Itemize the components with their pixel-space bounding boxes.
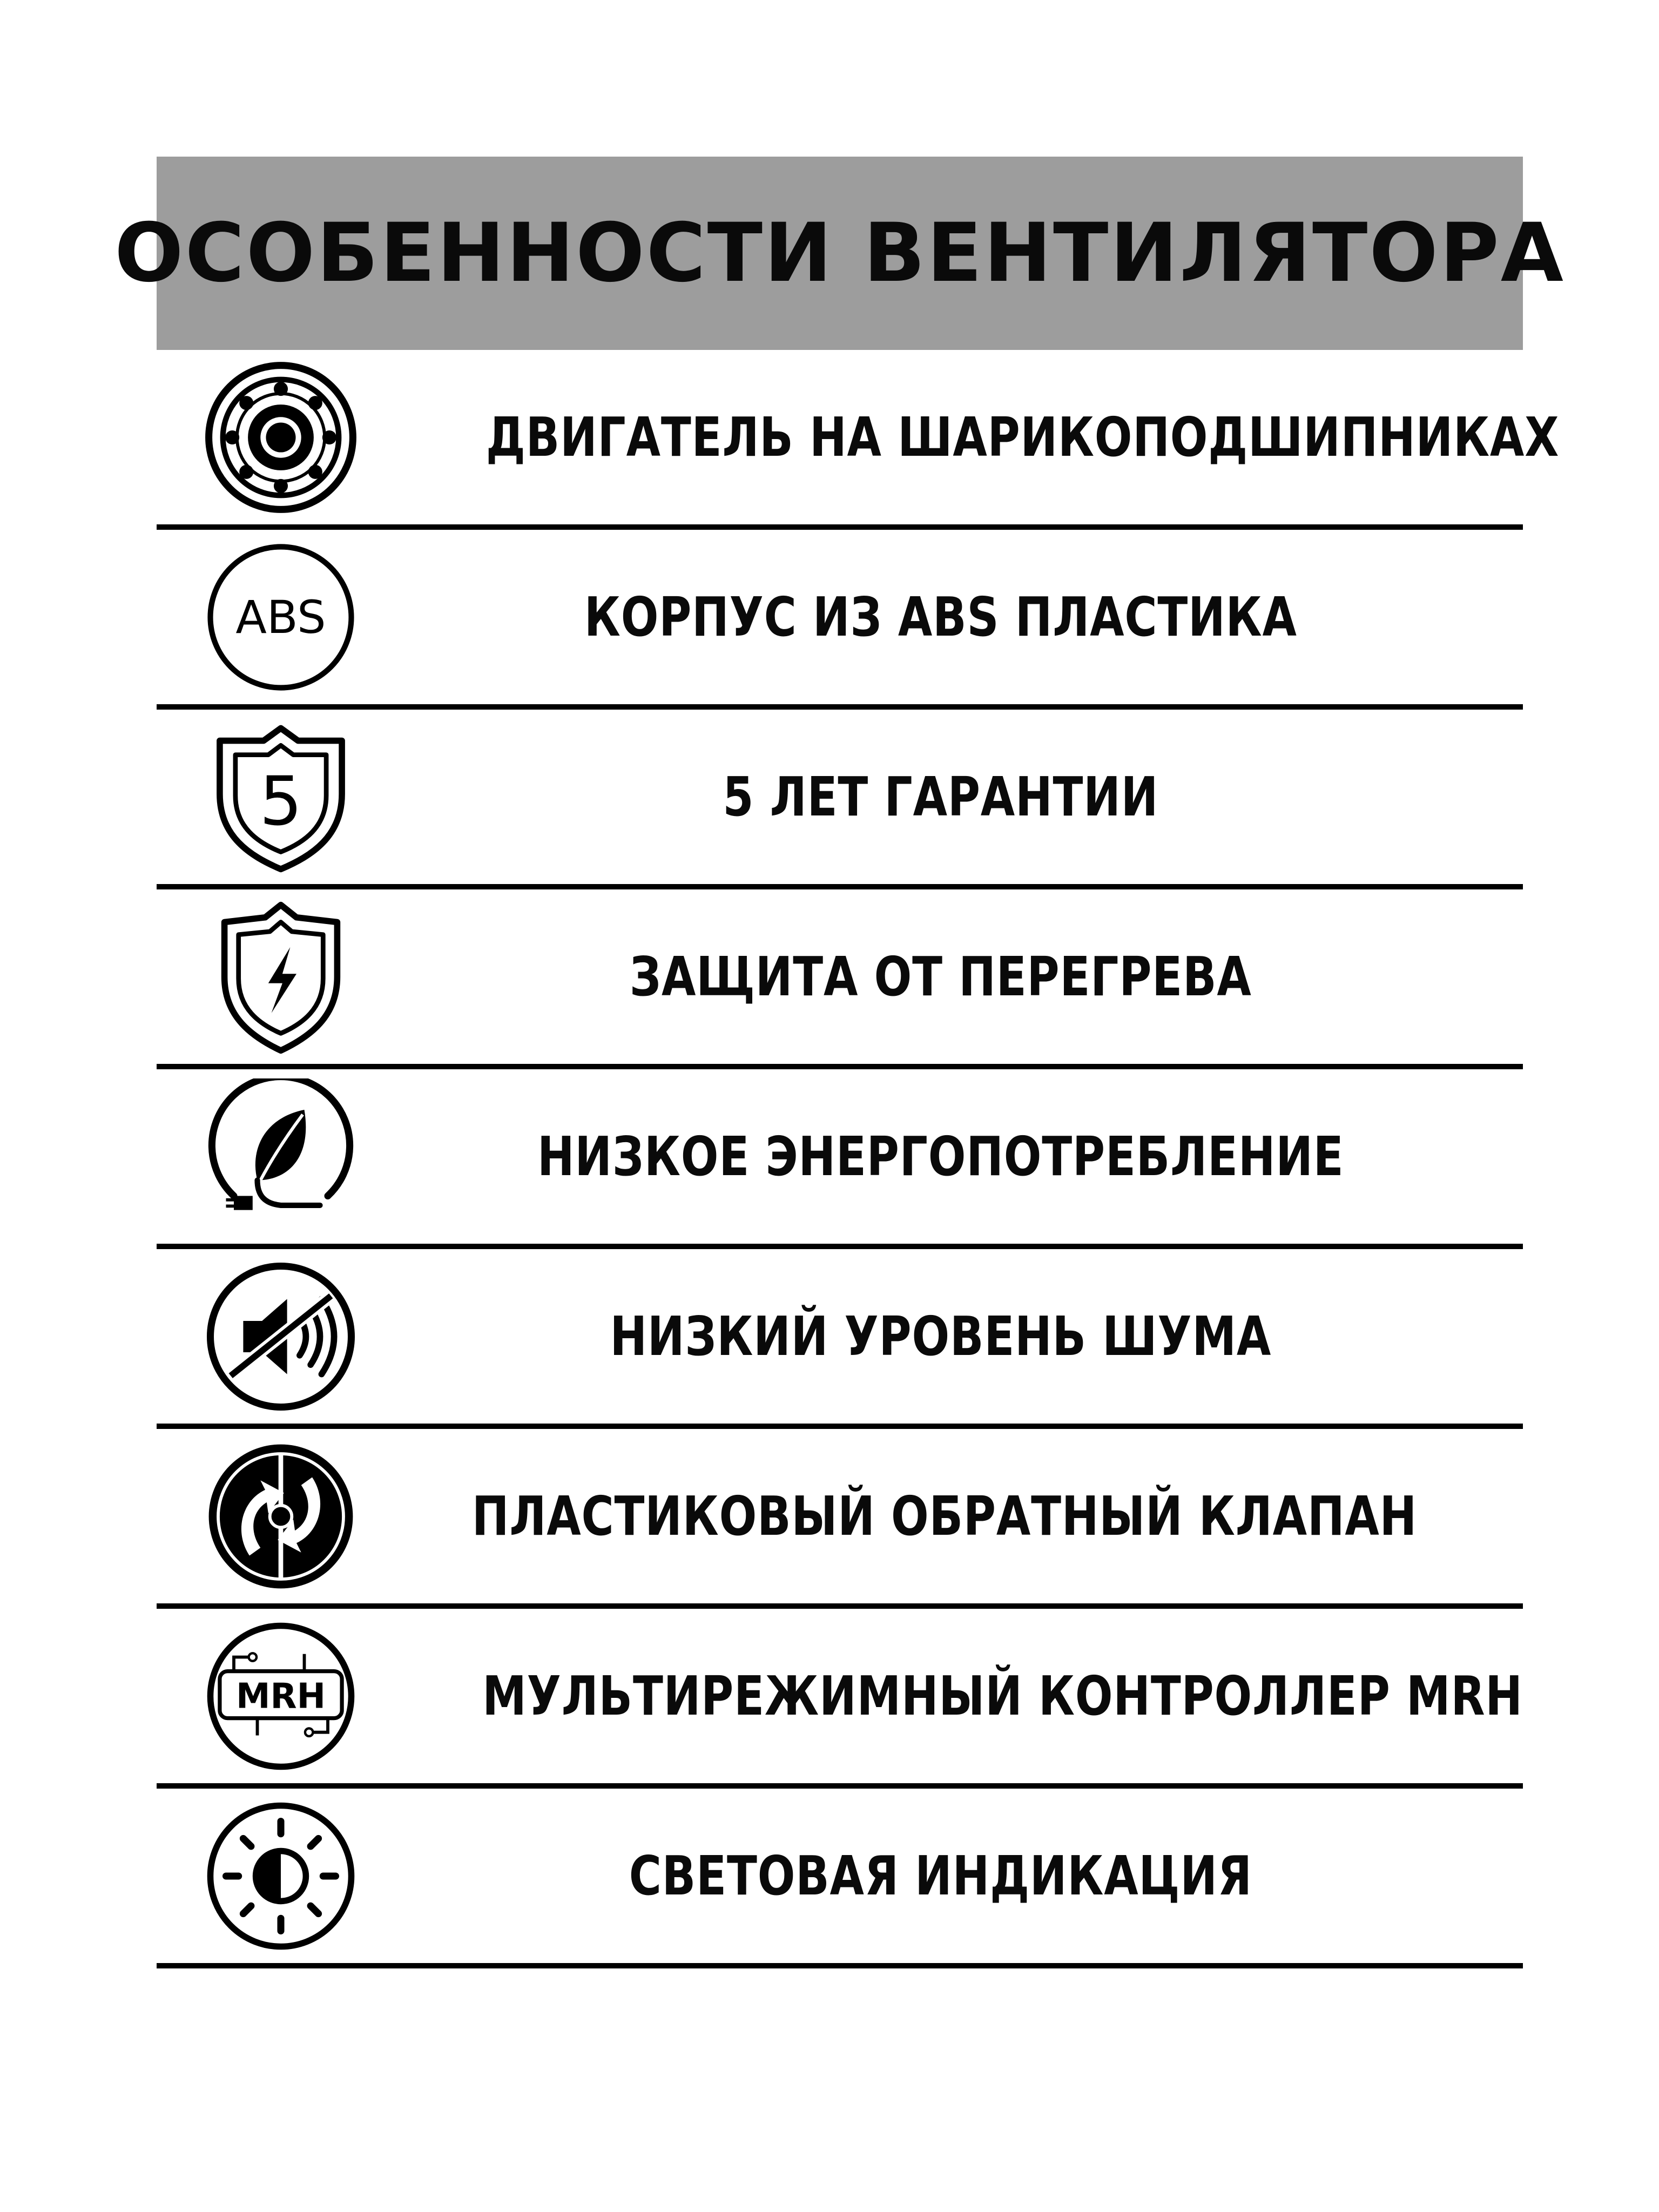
muted-speaker-icon	[194, 1250, 367, 1423]
ball-bearing-icon	[194, 351, 367, 524]
list-item	[157, 1429, 1523, 1609]
feature-label: ПЛАСТИКОВЫЙ ОБРАТНЫЙ КЛАПАН	[471, 1485, 1418, 1548]
feature-label: МУЛЬТИРЕЖИМНЫЙ КОНТРОЛЛЕР MRH	[482, 1664, 1523, 1728]
warranty-shield-icon	[194, 711, 367, 884]
list-item	[157, 1249, 1523, 1429]
list-item	[157, 1069, 1523, 1249]
features-list	[157, 350, 1560, 1968]
warranty-years-text: 5	[259, 762, 302, 841]
overheat-shield-icon	[194, 891, 367, 1063]
check-valve-icon	[194, 1430, 367, 1603]
feature-label: СВЕТОВАЯ ИНДИКАЦИЯ	[629, 1844, 1252, 1907]
list-item	[157, 1609, 1523, 1789]
feature-label: ДВИГАТЕЛЬ НА ШАРИКОПОДШИПНИКАХ	[485, 406, 1560, 469]
feature-label: НИЗКОЕ ЭНЕРГОПОТРЕБЛЕНИЕ	[537, 1125, 1344, 1188]
list-item	[157, 530, 1523, 710]
list-item	[157, 889, 1523, 1069]
feature-label: 5 ЛЕТ ГАРАНТИИ	[723, 765, 1159, 828]
feature-label: НИЗКИЙ УРОВЕНЬ ШУМА	[610, 1305, 1272, 1368]
list-item	[157, 1789, 1523, 1968]
feature-label: ЗАЩИТА ОТ ПЕРЕГРЕВА	[629, 945, 1252, 1008]
abs-icon-text: ABS	[235, 590, 326, 644]
list-item	[157, 710, 1523, 889]
eco-leaf-plug-icon	[194, 1070, 367, 1243]
list-item	[157, 350, 1560, 530]
page-title: ОСОБЕННОСТИ ВЕНТИЛЯТОРА	[114, 206, 1565, 300]
abs-plastic-icon	[194, 531, 367, 704]
feature-label: КОРПУС ИЗ ABS ПЛАСТИКА	[584, 585, 1297, 649]
light-indicator-icon	[194, 1790, 367, 1963]
mrh-controller-icon	[194, 1610, 367, 1783]
mrh-icon-text: MRH	[235, 1676, 326, 1717]
header-banner	[114, 157, 1565, 350]
features-sheet	[114, 157, 1565, 1968]
